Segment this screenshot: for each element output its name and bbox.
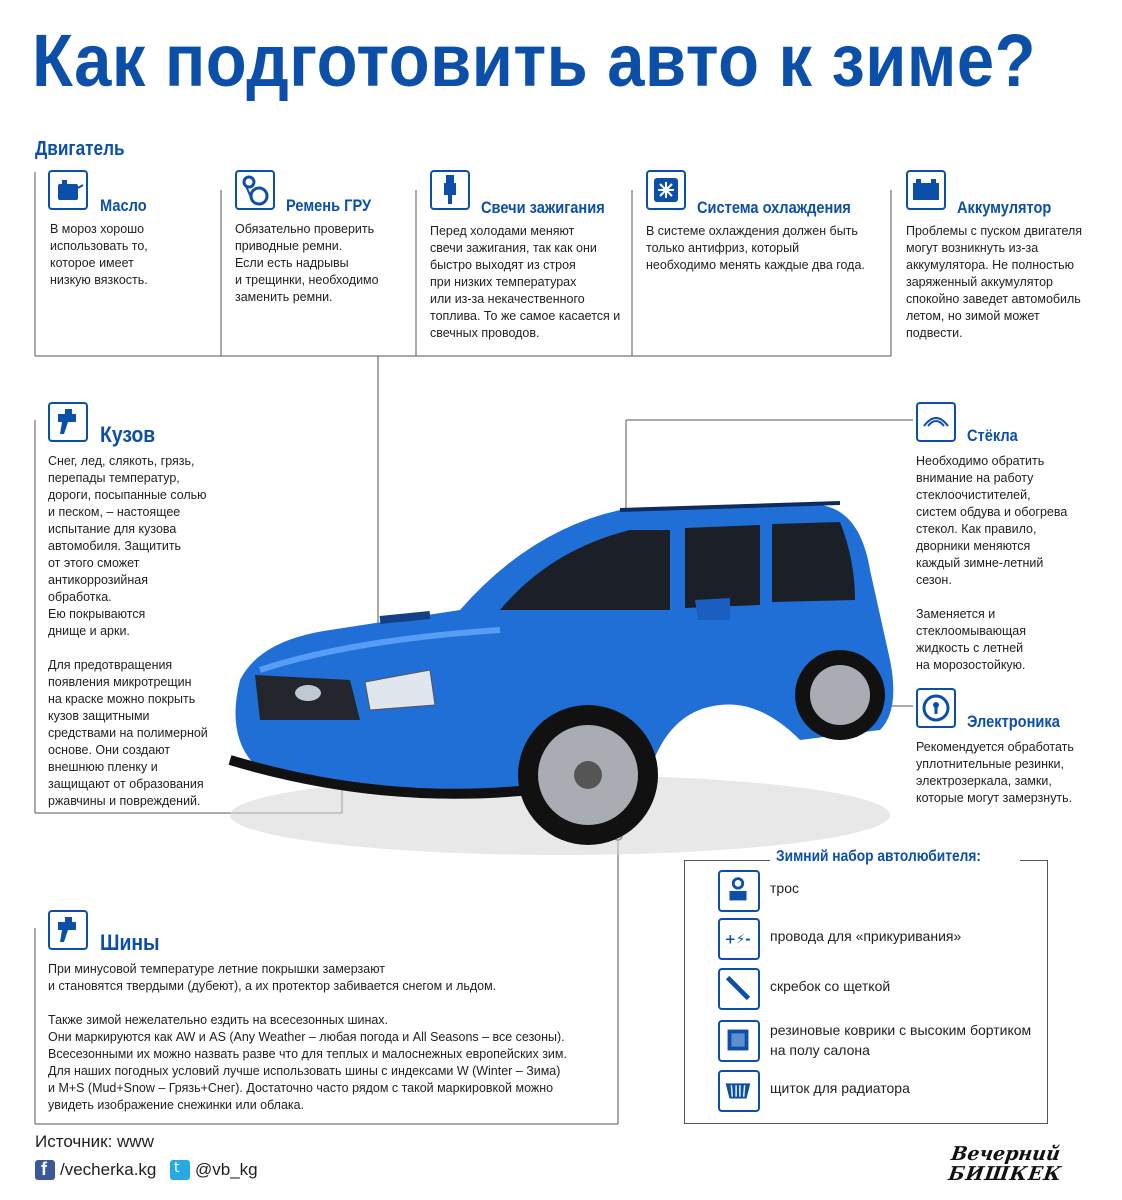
car-image [200, 470, 900, 875]
kit-item-label: щиток для радиатора [770, 1080, 910, 1096]
engine-item-text: Перед холодами меняют свечи зажигания, так как они быстро выходят из строя при низких температурах или из-за некачественного топлива. То же самое касается и свечных проводов. [430, 223, 621, 340]
kit-item-floor-mats [718, 1020, 1038, 1064]
cooling-system-icon [646, 170, 686, 210]
glass-section-title: Стёкла [967, 426, 1018, 445]
body-section [48, 402, 208, 808]
radiator-shield-icon [718, 1070, 760, 1112]
engine-item-title: Аккумулятор [957, 198, 1052, 217]
winter-kit-title: Зимний набор автолюбителя: [776, 848, 981, 865]
tow-rope-icon [718, 870, 760, 912]
kit-item-label: скребок со щеткой [770, 978, 891, 994]
twitter-link[interactable]: @vb_kg [195, 1160, 258, 1179]
engine-item-text: В системе охлаждения должен быть только антифриз, который необходимо менять каждые два года. [646, 223, 865, 272]
glass-section-text: Необходимо обратить внимание на работу стеклоочистителей, систем обдува и обогрева стекол. Как правило, дворники меняются каждый зимне-летний сезон. Заменяется и стеклоомывающая жидкость с летней на морозостойкую. [916, 453, 1068, 672]
kit-item-radiator-shield [718, 1070, 1038, 1114]
engine-heading: Двигатель [35, 138, 125, 160]
battery-icon [906, 170, 946, 210]
body-section-title: Кузов [100, 422, 156, 447]
newspaper-logo [947, 1144, 1103, 1184]
tires-section-text: При минусовой температуре летние покрышки замерзают и становятся твердыми (дубеют), а их протектор забивается снегом и льдом. Также зимой нежелательно ездить на всесезонных шинах. Они маркируются как AW и AS (Any Weather – любая погода и All Seasons – все сезоны). Всесезонными их можно назвать разве что для теплых и малоснежных европейских зим. Для наших погодных условий лучше использовать шины с индексами W (Winter – Зима) и M+S (Mud+Snow – Грязь+Снег). Достаточно часто рядом с такой маркировкой можно увидеть изображение снежинки или облака. [48, 961, 567, 1112]
glass-section [916, 402, 1068, 672]
electronics-section-text: Рекомендуется обработать уплотнительные резинки, электрозеркала, замки, которые могут замерзнуть. [916, 739, 1074, 805]
floor-mat-icon [718, 1020, 760, 1062]
source-text: Источник: www [35, 1132, 154, 1151]
spray-gun-icon [48, 402, 88, 442]
logo-line-1: Вечерний [949, 1143, 1062, 1165]
logo-line-2: БИШКЕК [947, 1163, 1064, 1185]
kit-item-label: трос [770, 880, 799, 896]
spark-plug-icon [430, 170, 470, 210]
engine-item-battery [906, 170, 1083, 340]
timing-belt-icon [235, 170, 275, 210]
body-section-text: Снег, лед, слякоть, грязь, перепады температур, дороги, посыпанные солью и песком, – настоящее испытание для кузова автомобиля. Защитить от этого сможет антикоррозийная обработка. Ею покрываются днище и арки. Для предотвращения появления микротрещин на краске можно покрыть кузов защитными средствами на полимерной основе. Они создают внешнюю пленку и защищают от образования ржавчины и повреждений. [48, 453, 208, 808]
tires-section [48, 910, 567, 1112]
twitter-icon: t [170, 1160, 190, 1180]
engine-item-text: Обязательно проверить приводные ремни. Если есть надрывы и трещинки, необходимо заменить ремни. [235, 221, 379, 304]
engine-item-text: Проблемы с пуском двигателя могут возникнуть из-за аккумулятора. Не полностью заряженный аккумулятор спокойно заведет автомобиль летом, но зимой может подвести. [906, 223, 1083, 340]
electronics-section-title: Электроника [967, 712, 1060, 731]
kit-item-label: резиновые коврики с высоким бортиком на полу салона [770, 1022, 1032, 1058]
facebook-link[interactable]: /vecherka.kg [60, 1160, 157, 1179]
electronics-section [916, 688, 1074, 805]
spray-gun-icon [48, 910, 88, 950]
oil-can-icon [48, 170, 88, 210]
jumper-cables-icon [718, 918, 760, 960]
engine-item-spark-plugs [430, 170, 621, 340]
engine-item-cooling [646, 170, 865, 272]
engine-item-text: В мороз хорошо использовать то, которое имеет низкую вязкость. [50, 221, 148, 287]
svg-text:+⚡-: +⚡- [724, 932, 751, 948]
page-title: Как подготовить авто к зиме? [32, 19, 1036, 102]
facebook-icon: f [35, 1160, 55, 1180]
tires-section-title: Шины [100, 930, 160, 955]
keyhole-icon [916, 688, 956, 728]
engine-item-title: Система охлаждения [697, 198, 851, 217]
kit-item-jumper-cables [718, 918, 1038, 962]
kit-item-scraper [718, 968, 1038, 1012]
engine-item-title: Свечи зажигания [481, 198, 605, 217]
winter-kit-heading [770, 848, 1020, 866]
engine-item-timing-belt [235, 170, 379, 304]
kit-item-tow-rope [718, 870, 1038, 914]
engine-item-title: Ремень ГРУ [286, 196, 372, 215]
kit-item-label: провода для «прикуривания» [770, 928, 962, 944]
scraper-brush-icon [718, 968, 760, 1010]
engine-item-title: Масло [100, 196, 147, 215]
windshield-wiper-icon [916, 402, 956, 442]
engine-item-oil [48, 170, 148, 287]
